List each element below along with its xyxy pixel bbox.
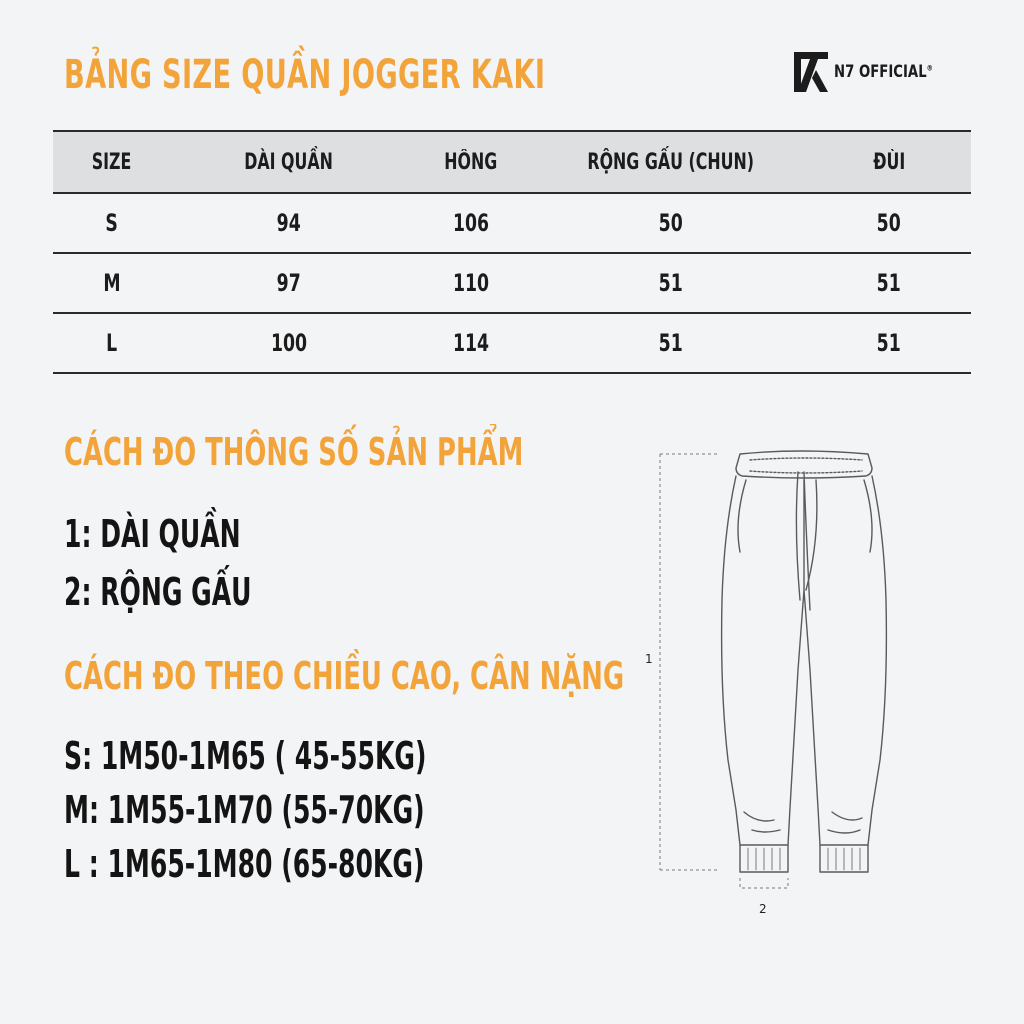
table-cell: 106	[407, 193, 535, 253]
table-cell: 114	[407, 313, 535, 373]
table-row	[53, 313, 971, 373]
table-cell: 100	[171, 313, 407, 373]
fit-heading: CÁCH ĐO THEO CHIỀU CAO, CÂN NẶNG	[64, 654, 625, 698]
measure-item: 1: DÀI QUẦN	[64, 512, 241, 556]
brand-name: N7 OFFICIAL®	[834, 62, 933, 82]
fit-item: M: 1M55-1M70 (55-70KG)	[64, 788, 425, 832]
table-cell: 51	[535, 313, 807, 373]
table-cell: 51	[535, 253, 807, 313]
measure-heading: CÁCH ĐO THÔNG SỐ SẢN PHẨM	[64, 430, 524, 474]
table-cell: 50	[535, 193, 807, 253]
column-header: HÔNG	[407, 131, 535, 193]
table-cell: M	[53, 253, 171, 313]
table-cell: 110	[407, 253, 535, 313]
fit-item: S: 1M50-1M65 ( 45-55KG)	[64, 734, 427, 778]
pants-diagram	[640, 440, 900, 920]
column-header: RỘNG GẤU (CHUN)	[535, 131, 807, 193]
table-cell: S	[53, 193, 171, 253]
length-dimension-label: 1	[645, 652, 653, 666]
n7-logo-icon	[792, 50, 830, 94]
page-title: BẢNG SIZE QUẦN JOGGER KAKI	[64, 52, 546, 98]
brand-logo	[792, 50, 961, 94]
hem-dimension-label: 2	[759, 902, 767, 916]
column-header: SIZE	[53, 131, 171, 193]
column-header: ĐÙI	[807, 131, 971, 193]
table-cell: 97	[171, 253, 407, 313]
table-cell: 51	[807, 313, 971, 373]
jogger-pants-icon	[640, 440, 900, 920]
table-header-row	[53, 131, 971, 193]
table-row	[53, 253, 971, 313]
measure-item: 2: RỘNG GẤU	[64, 570, 252, 614]
table-cell: L	[53, 313, 171, 373]
table-cell: 94	[171, 193, 407, 253]
fit-item: L : 1M65-1M80 (65-80KG)	[64, 842, 425, 886]
table-row	[53, 193, 971, 253]
size-table	[53, 130, 971, 374]
table-cell: 51	[807, 253, 971, 313]
column-header: DÀI QUẦN	[171, 131, 407, 193]
table-cell: 50	[807, 193, 971, 253]
